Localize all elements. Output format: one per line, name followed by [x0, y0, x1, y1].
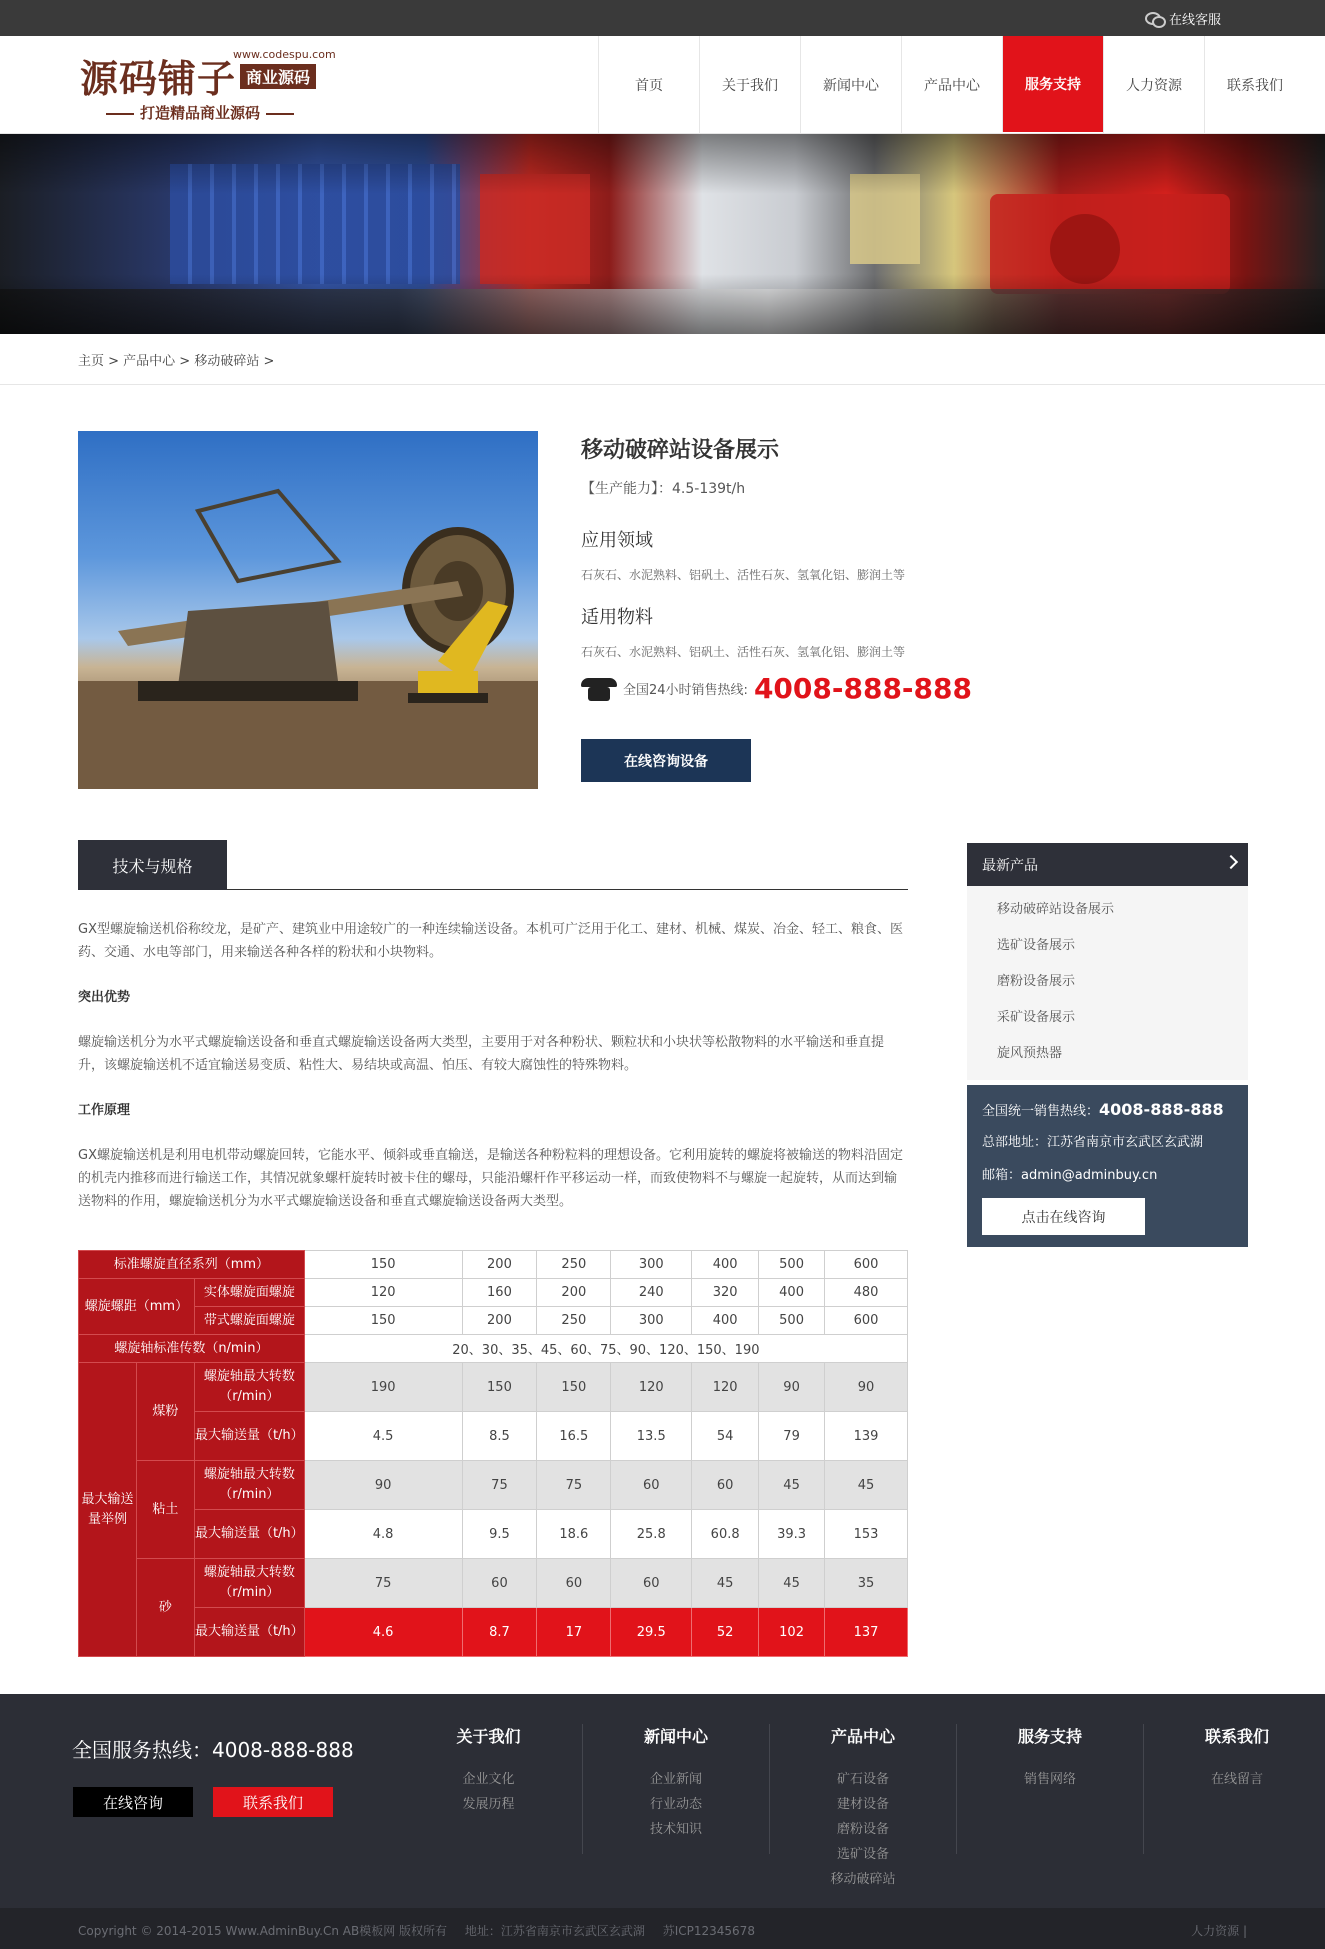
- nav-item-news[interactable]: 新闻中心: [800, 36, 901, 134]
- table-cell: 240: [611, 1279, 692, 1307]
- tab-tech-specs[interactable]: 技术与规格: [78, 840, 227, 890]
- table-row: [79, 1279, 908, 1307]
- table-cell: 18.6: [537, 1510, 611, 1559]
- table-row: [79, 1412, 908, 1461]
- table-row: [79, 1559, 908, 1608]
- table-cell: 150: [537, 1363, 611, 1412]
- table-cell: 90: [304, 1461, 462, 1510]
- intro-paragraph: GX型螺旋输送机俗称绞龙，是矿产、建筑业中用途较广的一种连续输送设备。本机可广泛用于化工、建材、机械、煤炭、冶金、轻工、粮食、医药、交通、水电等部门，用来输送各种各样的粉状和小块物料。: [78, 922, 903, 960]
- table-cell: 120: [611, 1363, 692, 1412]
- table-header-cell: 最大输送量举例: [79, 1363, 137, 1657]
- latest-products-header[interactable]: [967, 843, 1248, 886]
- table-cell: 400: [759, 1279, 825, 1307]
- list-item[interactable]: 选矿设备展示: [997, 938, 1076, 953]
- table-cell: 200: [462, 1251, 537, 1279]
- footer-col-title[interactable]: 服务支持: [1017, 1727, 1082, 1746]
- table-header-cell: 实体螺旋面螺旋: [194, 1279, 304, 1307]
- site-logo[interactable]: [80, 48, 336, 124]
- nav-item-service[interactable]: 服务支持: [1002, 36, 1103, 132]
- table-cell: 54: [692, 1412, 759, 1461]
- logo-main-text: 源码铺子: [80, 56, 237, 101]
- table-cell: 60.8: [692, 1510, 759, 1559]
- footer-link[interactable]: 行业动态: [649, 1797, 702, 1812]
- footer-link[interactable]: 技术知识: [649, 1822, 702, 1837]
- footer-col-title[interactable]: 产品中心: [830, 1727, 895, 1746]
- table-cell: 79: [759, 1412, 825, 1461]
- online-service-link[interactable]: [1145, 9, 1221, 28]
- table-cell: 60: [537, 1559, 611, 1608]
- footer-link[interactable]: 企业新闻: [649, 1772, 702, 1787]
- table-cell: 4.8: [304, 1510, 462, 1559]
- table-row: [79, 1461, 908, 1510]
- contact-hotline-number: 4008-888-888: [1099, 1100, 1224, 1119]
- table-cell: 17: [537, 1608, 611, 1657]
- breadcrumb-text[interactable]: 主页 > 产品中心 > 移动破碎站 >: [78, 353, 275, 369]
- footer-link[interactable]: 选矿设备: [836, 1847, 889, 1862]
- table-cell: 250: [537, 1307, 611, 1335]
- table-cell: 90: [759, 1363, 825, 1412]
- list-item[interactable]: 磨粉设备展示: [997, 974, 1076, 989]
- table-cell: 500: [759, 1251, 825, 1279]
- table-header-cell: 粘土: [136, 1461, 194, 1559]
- table-header-cell: 螺旋轴最大转数（r/min）: [194, 1559, 304, 1608]
- table-cell: 120: [304, 1279, 462, 1307]
- hotline-number: 4008-888-888: [753, 672, 973, 705]
- table-cell: 300: [611, 1251, 692, 1279]
- product-photo: [78, 431, 538, 789]
- product-info: [581, 431, 1001, 660]
- table-cell: 200: [537, 1279, 611, 1307]
- table-cell: 4.5: [304, 1412, 462, 1461]
- consult-device-button[interactable]: 在线咨询设备: [581, 739, 751, 782]
- table-cell: 250: [537, 1251, 611, 1279]
- table-cell: 600: [825, 1251, 908, 1279]
- top-bar: [0, 0, 1325, 36]
- application-text: 石灰石、水泥熟料、铝矾土、活性石灰、氢氧化铝、膨润土等: [581, 568, 906, 582]
- footer-col-title[interactable]: 新闻中心: [643, 1727, 708, 1746]
- table-cell: 153: [825, 1510, 908, 1559]
- table-cell: 160: [462, 1279, 537, 1307]
- list-item[interactable]: 移动破碎站设备展示: [997, 902, 1115, 917]
- table-header-cell: 最大输送量（t/h）: [194, 1608, 304, 1657]
- breadcrumb: [0, 334, 1325, 385]
- nav-item-products[interactable]: 产品中心: [901, 36, 1002, 134]
- table-row: [79, 1608, 908, 1657]
- principle-heading: 工作原理: [78, 1103, 131, 1118]
- copyright-text: Copyright © 2014-2015 Www.AdminBuy.Cn AB模板网 版权所有: [78, 1924, 448, 1938]
- table-header-cell: 最大输送量（t/h）: [194, 1412, 304, 1461]
- table-cell: 600: [825, 1307, 908, 1335]
- table-cell: 4.6: [304, 1608, 462, 1657]
- contact-panel: [967, 1085, 1248, 1247]
- table-cell: 60: [692, 1461, 759, 1510]
- footer-col-news: [582, 1724, 769, 1854]
- nav-item-home[interactable]: 首页: [598, 36, 699, 134]
- table-cell: 45: [825, 1461, 908, 1510]
- table-cell: 60: [611, 1461, 692, 1510]
- contact-email: 邮箱：admin@adminbuy.cn: [982, 1168, 1158, 1183]
- table-row: [79, 1363, 908, 1412]
- table-cell: 9.5: [462, 1510, 537, 1559]
- latest-products-title: 最新产品: [982, 857, 1038, 874]
- copyright-bar: [0, 1908, 1325, 1949]
- spec-table: [78, 1250, 908, 1657]
- advantage-paragraph: 螺旋输送机分为水平式螺旋输送设备和垂直式螺旋输送设备两大类型，主要用于对各种粉状、颗粒状和小块状等松散物料的水平输送和垂直提升，该螺旋输送机不适宜输送易变质、粘性大、易结块或高温、怕压、有较大腐蚀性的特殊物料。: [78, 1035, 885, 1073]
- table-cell: 150: [304, 1251, 462, 1279]
- table-cell: 102: [759, 1608, 825, 1657]
- contact-address: 总部地址：江苏省南京市玄武区玄武湖: [982, 1135, 1204, 1150]
- main-nav: [598, 36, 1305, 134]
- contact-hotline: [982, 1099, 1233, 1132]
- table-cell: 25.8: [611, 1510, 692, 1559]
- footer-link[interactable]: 发展历程: [462, 1797, 515, 1812]
- table-cell: 60: [462, 1559, 537, 1608]
- list-item[interactable]: 采矿设备展示: [997, 1010, 1076, 1025]
- tech-content: [78, 918, 908, 1235]
- footer-link[interactable]: 企业文化: [462, 1772, 515, 1787]
- application-heading: 应用领域: [581, 530, 653, 551]
- table-header-cell: 最大输送量（t/h）: [194, 1510, 304, 1559]
- table-cell: 500: [759, 1307, 825, 1335]
- footer-link[interactable]: 建材设备: [836, 1797, 889, 1812]
- footer-col-contact: [1143, 1724, 1325, 1854]
- sales-hotline: [581, 672, 972, 705]
- table-cell: 120: [692, 1363, 759, 1412]
- table-cell: 400: [692, 1307, 759, 1335]
- latest-products-list: [967, 886, 1248, 1080]
- table-cell: 45: [759, 1559, 825, 1608]
- materials-text: 石灰石、水泥熟料、铝矾土、活性石灰、氢氧化铝、膨润土等: [581, 645, 906, 659]
- product-capacity: 【生产能力】：4.5-139t/h: [581, 481, 746, 497]
- table-header-cell: 螺旋轴最大转数（r/min）: [194, 1461, 304, 1510]
- nav-item-about[interactable]: 关于我们: [699, 36, 800, 134]
- table-cell: 29.5: [611, 1608, 692, 1657]
- table-header-cell: 螺旋轴最大转数（r/min）: [194, 1363, 304, 1412]
- footer-hotline: 全国服务热线：4008-888-888: [72, 1738, 354, 1762]
- hotline-label: 全国24小时销售热线:: [623, 683, 748, 698]
- footer-link[interactable]: 磨粉设备: [836, 1822, 889, 1837]
- table-cell: 45: [692, 1559, 759, 1608]
- table-header-cell: 砂: [136, 1559, 194, 1657]
- table-cell: 320: [692, 1279, 759, 1307]
- icp-number[interactable]: 苏ICP12345678: [662, 1924, 755, 1938]
- table-header-cell: 螺旋螺距（mm）: [79, 1279, 195, 1335]
- table-cell: 8.5: [462, 1412, 537, 1461]
- footer-link[interactable]: 移动破碎站: [830, 1872, 896, 1887]
- table-cell: 45: [759, 1461, 825, 1510]
- table-cell: 139: [825, 1412, 908, 1461]
- footer-col-service: [956, 1724, 1143, 1854]
- table-cell: 13.5: [611, 1412, 692, 1461]
- table-cell: 480: [825, 1279, 908, 1307]
- copyright-info: [78, 1922, 769, 1939]
- footer-col-products: [769, 1724, 956, 1887]
- product-title: 移动破碎站设备展示: [581, 438, 780, 463]
- principle-paragraph: GX螺旋输送机是利用电机带动螺旋回转，它能水平、倾斜或垂直输送，是输送各种粉粒料的理想设备。它利用旋转的螺旋将被输送的物料沿固定的机壳内推移而进行输送工作，其情况就象螺杆旋转时被卡住的螺母，只能沿螺杆作平移运动一样，而致使物料不与螺旋一起旋转，从而达到输送物料的作用，螺旋输送机分为水平式螺旋输送设备和垂直式螺旋输送设备两大类型。: [78, 1148, 903, 1209]
- table-header-cell: 螺旋轴标准传数（n/min）: [79, 1335, 305, 1363]
- banner-shade: [0, 134, 1325, 334]
- table-cell: 137: [825, 1608, 908, 1657]
- table-header-cell: 标准螺旋直径系列（mm）: [79, 1251, 305, 1279]
- footer-columns: [395, 1724, 1325, 1887]
- footer-col-title[interactable]: 关于我们: [456, 1727, 521, 1746]
- table-cell: 35: [825, 1559, 908, 1608]
- telephone-icon: [581, 676, 619, 702]
- footer-link[interactable]: 矿石设备: [836, 1772, 889, 1787]
- table-cell: 60: [611, 1559, 692, 1608]
- table-cell: 300: [611, 1307, 692, 1335]
- table-cell: 150: [304, 1307, 462, 1335]
- table-cell: 52: [692, 1608, 759, 1657]
- table-header-cell: 煤粉: [136, 1363, 194, 1461]
- table-row: [79, 1251, 908, 1279]
- footer-right-link[interactable]: 人力资源 |: [1191, 1924, 1247, 1938]
- chat-bubble-icon: [1145, 12, 1163, 26]
- footer-contact-button[interactable]: 联系我们: [213, 1787, 333, 1817]
- hero-banner: [0, 134, 1325, 334]
- nav-item-contact[interactable]: 联系我们: [1204, 36, 1305, 134]
- table-cell: 150: [462, 1363, 537, 1412]
- click-consult-button[interactable]: 点击在线咨询: [982, 1198, 1145, 1235]
- list-item[interactable]: 旋风预热器: [997, 1046, 1063, 1061]
- footer-address: 地址：江苏省南京市玄武区玄武湖: [464, 1924, 645, 1938]
- table-cell: 190: [304, 1363, 462, 1412]
- logo-slogan: 打造精品商业源码: [100, 102, 300, 123]
- table-row: [79, 1510, 908, 1559]
- table-cell: 8.7: [462, 1608, 537, 1657]
- table-cell: 39.3: [759, 1510, 825, 1559]
- table-header-cell: 带式螺旋面螺旋: [194, 1307, 304, 1335]
- table-cell: 75: [462, 1461, 537, 1510]
- footer-col-title[interactable]: 联系我们: [1204, 1727, 1269, 1746]
- advantage-heading: 突出优势: [78, 990, 131, 1005]
- table-cell: 75: [304, 1559, 462, 1608]
- table-row: [79, 1307, 908, 1335]
- table-cell: 20、30、35、45、60、75、90、120、150、190: [304, 1335, 907, 1363]
- footer-link[interactable]: 在线留言: [1210, 1772, 1263, 1787]
- footer-link[interactable]: 销售网络: [1023, 1772, 1076, 1787]
- table-cell: 400: [692, 1251, 759, 1279]
- table-cell: 200: [462, 1307, 537, 1335]
- logo-site-url: www.codespu.com: [233, 48, 336, 61]
- footer-col-about: [395, 1724, 582, 1854]
- tech-tab-bar: [78, 840, 908, 890]
- nav-item-hr[interactable]: 人力资源: [1103, 36, 1204, 134]
- table-cell: 90: [825, 1363, 908, 1412]
- contact-hotline-label: 全国统一销售热线：: [982, 1104, 1100, 1119]
- table-row: [79, 1335, 908, 1363]
- table-cell: 75: [537, 1461, 611, 1510]
- site-footer: [0, 1694, 1325, 1908]
- table-cell: 16.5: [537, 1412, 611, 1461]
- logo-badge: 商业源码: [240, 64, 316, 89]
- bucket-wheel-excavator-illustration: [78, 431, 538, 789]
- online-service-label: 在线客服: [1168, 13, 1221, 28]
- footer-consult-button[interactable]: 在线咨询: [73, 1787, 193, 1817]
- site-header: [0, 36, 1325, 134]
- materials-heading: 适用物料: [581, 607, 653, 628]
- latest-products-panel: [967, 843, 1248, 1080]
- chevron-right-icon: [1224, 855, 1238, 869]
